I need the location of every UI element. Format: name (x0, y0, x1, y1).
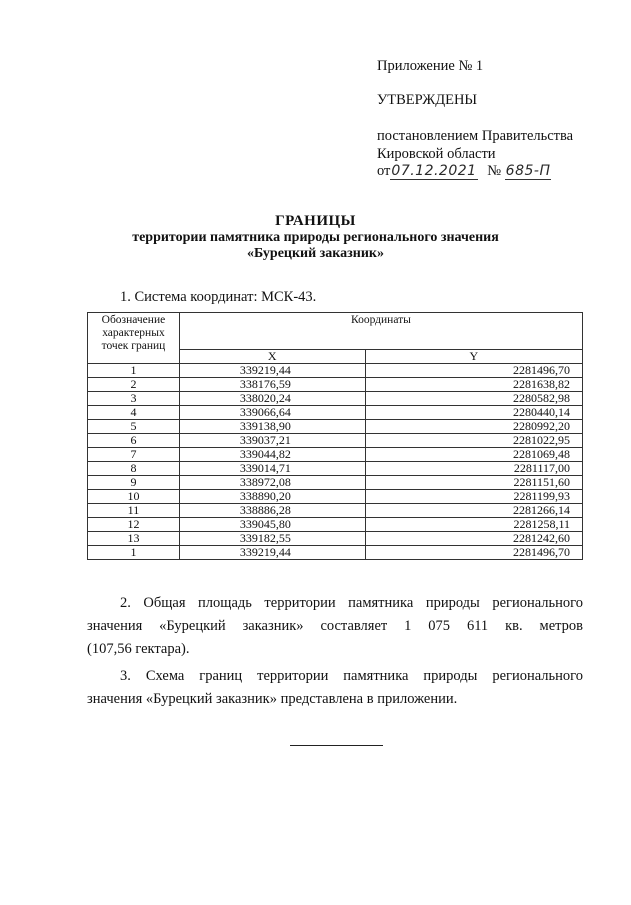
y-coordinate-cell: 2281069,48 (365, 448, 582, 462)
point-number-cell: 13 (88, 532, 180, 546)
point-number-cell: 2 (88, 378, 180, 392)
point-number-cell: 10 (88, 490, 180, 504)
table-row (88, 420, 583, 434)
area-paragraph-line-2: значения «Бурецкий заказник» составляет 1 075 611 кв. метров (87, 618, 583, 634)
coordinates-table-body (88, 364, 583, 560)
x-coordinate-cell: 339182,55 (179, 532, 365, 546)
document-subtitle-1: территории памятника природы регионального значения (132, 230, 499, 245)
document-subtitle-2: «Бурецкий заказник» (247, 246, 384, 261)
table-row (88, 476, 583, 490)
x-coordinate-cell: 339045,80 (179, 518, 365, 532)
x-coordinate-cell: 339044,82 (179, 448, 365, 462)
y-coordinate-cell: 2281022,95 (365, 434, 582, 448)
coordinate-system-line: 1. Система координат: МСК-43. (120, 289, 317, 305)
y-coordinate-cell: 2280440,14 (365, 406, 582, 420)
area-paragraph-line-1: 2. Общая площадь территории памятника природы регионального (120, 595, 583, 611)
point-number-cell: 12 (88, 518, 180, 532)
x-coordinate-cell: 338020,24 (179, 392, 365, 406)
x-coordinate-cell: 339037,21 (179, 434, 365, 448)
y-coordinate-cell: 2281496,70 (365, 546, 582, 560)
number-prefix: № (487, 163, 502, 179)
y-coordinate-cell: 2281266,14 (365, 504, 582, 518)
x-coordinate-cell: 339066,64 (179, 406, 365, 420)
table-row (88, 518, 583, 532)
x-coordinate-cell: 338972,08 (179, 476, 365, 490)
scheme-paragraph-line-1: 3. Схема границ территории памятника природы регионального (120, 668, 583, 684)
table-row (88, 462, 583, 476)
x-coordinate-cell: 338886,28 (179, 504, 365, 518)
point-number-cell: 1 (88, 546, 180, 560)
y-coordinate-cell: 2281199,93 (365, 490, 582, 504)
decree-line-1: постановлением Правительства (377, 128, 574, 144)
appendix-label: Приложение № 1 (377, 58, 484, 74)
scheme-paragraph-line-2: значения «Бурецкий заказник» представлена в приложении. (87, 691, 458, 707)
coordinates-table (87, 312, 583, 560)
end-separator-line (290, 745, 383, 746)
x-coordinate-cell: 339014,71 (179, 462, 365, 476)
table-row (88, 434, 583, 448)
point-number-cell: 8 (88, 462, 180, 476)
point-number-cell: 6 (88, 434, 180, 448)
y-coordinate-cell: 2281117,00 (365, 462, 582, 476)
coordinates-column-header: Координаты (179, 313, 582, 350)
handwritten-date: 07.12.2021 (391, 163, 477, 179)
table-row (88, 378, 583, 392)
x-coordinate-cell: 338176,59 (179, 378, 365, 392)
y-coordinate-cell: 2280582,98 (365, 392, 582, 406)
table-row (88, 448, 583, 462)
x-coordinate-cell: 338890,20 (179, 490, 365, 504)
y-coordinate-cell: 2281242,60 (365, 532, 582, 546)
handwritten-number: 685-П (505, 163, 551, 179)
table-row (88, 504, 583, 518)
table-row (88, 546, 583, 560)
point-number-cell: 1 (88, 364, 180, 378)
table-row (88, 490, 583, 504)
area-paragraph-line-3: (107,56 гектара). (87, 641, 190, 657)
x-coordinate-cell: 339219,44 (179, 364, 365, 378)
y-coordinate-cell: 2281638,82 (365, 378, 582, 392)
decree-line-2: Кировской области (377, 146, 496, 162)
point-number-cell: 5 (88, 420, 180, 434)
decree-date-line (377, 162, 551, 180)
approved-label: УТВЕРЖДЕНЫ (377, 92, 478, 108)
point-number-cell: 9 (88, 476, 180, 490)
point-number-cell: 3 (88, 392, 180, 406)
y-coordinate-cell: 2281151,60 (365, 476, 582, 490)
point-number-cell: 7 (88, 448, 180, 462)
table-row (88, 532, 583, 546)
table-row (88, 364, 583, 378)
point-number-cell: 11 (88, 504, 180, 518)
point-number-cell: 4 (88, 406, 180, 420)
y-column-header: Y (365, 350, 582, 364)
y-coordinate-cell: 2281258,11 (365, 518, 582, 532)
y-coordinate-cell: 2280992,20 (365, 420, 582, 434)
table-row (88, 406, 583, 420)
date-prefix: от (377, 163, 391, 179)
x-coordinate-cell: 339138,90 (179, 420, 365, 434)
point-column-header: Обозначение характерных точек границ (88, 313, 180, 364)
x-column-header: X (179, 350, 365, 364)
x-coordinate-cell: 339219,44 (179, 546, 365, 560)
y-coordinate-cell: 2281496,70 (365, 364, 582, 378)
document-title: ГРАНИЦЫ (275, 213, 356, 229)
table-row (88, 392, 583, 406)
